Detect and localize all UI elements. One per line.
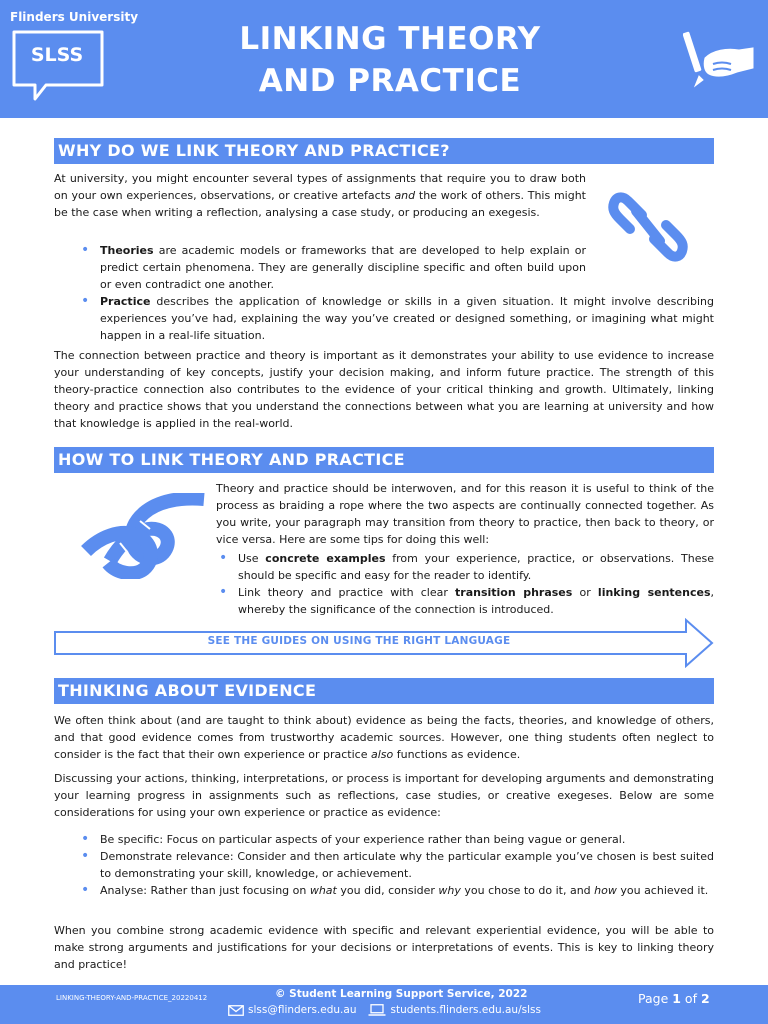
footer-website-link[interactable]: students.flinders.edu.au/slss [390,1004,541,1016]
section2-intro: Theory and practice should be interwoven, and for this reason it is useful to think of the process as braiding a rope where the two aspects are continually connected together. As you write, your paragraph may transition from theory to practice, then back to theory, or vice versa. Here are some tips for doing this well: [216,482,714,546]
bullet-analyse [78,882,714,899]
logo-text: SLSS [30,44,84,66]
intro-text-2: the work of others. This might be the case when writing a reflection, analysing a case study, or producing an exegesis. [54,189,586,219]
section3-bullet-list [78,831,714,899]
bullet1-c: from your experience, practice, or observations. These should be specific and easy for the reader to identify. [238,552,714,582]
bullet2-e: , whereby the significance of the connection is introduced. [238,586,715,616]
section2-bullet-list [216,550,714,618]
intro-and: and [394,189,416,202]
section3-paragraph-1 [54,712,714,763]
section1-intro [54,170,586,221]
bullet-be-specific: • Be specific: Focus on particular aspects of your experience rather than being vague or general. [78,831,714,848]
page-indicator [638,991,710,1006]
footer-email-link[interactable]: slss@flinders.edu.au [248,1004,357,1016]
rope-knot-icon [80,493,206,579]
section1-bullet-list-2 [78,293,714,344]
language-guides-link-text[interactable]: SEE THE GUIDES ON USING THE RIGHT LANGUAGE [207,635,511,647]
slss-speech-bubble-logo [10,29,110,103]
intro-text-1: At university, you might encounter several types of assignments that require you to draw both on your own experiences, observations, or creative artefacts [54,172,586,202]
bullet2-c: or [572,586,598,599]
university-name: Flinders University [10,10,139,24]
page-current: 1 [672,991,681,1006]
bullet3-b: you did, consider [336,884,439,897]
section-heading-why: WHY DO WE LINK THEORY AND PRACTICE? [54,138,714,164]
term-theories: Theories [100,244,154,257]
section-heading-evidence: THINKING ABOUT EVIDENCE [54,678,714,704]
page-title [180,18,600,102]
bullet3-a: Analyse: Rather than just focusing on [100,884,310,897]
bullet2-linking-sentences: linking sentences [597,586,711,599]
footer-contact [228,1004,541,1016]
page-footer [0,985,768,1024]
bullet1-concrete-examples: concrete examples [265,552,386,565]
page-label: Page [638,991,673,1006]
chain-link-icon [608,185,688,269]
para1-b: functions as evidence. [393,748,521,761]
bullet2-a: Link theory and practice with clear [238,586,456,599]
bullet2-transition-phrases: transition phrases [455,586,573,599]
bullet-theories [78,242,586,293]
section1-paragraph-2: The connection between practice and theory is important as it demonstrates your ability to use evidence to increase your understanding of key concepts, justify your decision making, and inform future practice. The strength of this theory-practice connection also contributes to the evidence of your critical thinking and growth. Ultimately, linking theory and practice shows that you understand the connections between what you are learning at university and how that knowledge is applied in the real-world. [54,349,714,430]
term-practice: Practice [100,295,151,308]
para1-a: We often think about (and are taught to think about) evidence as being the facts, theories, and knowledge of others, and that good evidence comes from trustworthy academic sources. However, one thing students often neglect to consider is the fact that their own experience or practice [54,714,714,761]
document-code: LINKING-THEORY-AND-PRACTICE_20220412 [56,994,208,1002]
laptop-icon [368,1004,386,1016]
practice-text: describes the application of knowledge or skills in a given situation. It might involve describing experiences you’ve had, explaining the way you’ve created or designed something, or imagining what might happen in a real-life situation. [100,295,714,342]
bullet-practice [78,293,714,344]
bullet3-how: how [594,884,617,897]
section-heading-how: HOW TO LINK THEORY AND PRACTICE [54,447,714,473]
bullet-demonstrate-relevance: • Demonstrate relevance: Consider and then articulate why the particular example you’ve chosen is best suited to demonstrating your skill, knowledge, or achievement. [78,848,714,882]
page-header [0,0,768,118]
section3-paragraph-3: When you combine strong academic evidence with specific and relevant experiential evidence, you will be able to make strong arguments and justifications for your decisions or interpretations of events. This is key to linking theory and practice! [54,924,714,971]
bullet3-why: why [438,884,461,897]
page-of: of [680,991,701,1006]
section3-paragraph-2: Discussing your actions, thinking, interpretations, or process is important for developing arguments and demonstrating your learning progress in assignments such as reflections, case studies, or creative exegeses. Below are some considerations for using your own experience or practice as evidence: [54,772,714,819]
title-line-2: AND PRACTICE [258,63,522,99]
title-line-1: LINKING THEORY [239,21,541,57]
bullet3-d: you achieved it. [616,884,709,897]
bullet-transition-phrases [216,584,714,618]
page-total: 2 [700,991,710,1006]
bullet3-c: you chose to do it, and [460,884,595,897]
bullet1-a: Use [238,552,266,565]
language-guides-arrow-link[interactable] [54,618,714,668]
hand-writing-icon [683,28,755,92]
section1-bullet-list [78,242,586,293]
para1-also: also [370,748,394,761]
envelope-icon [228,1005,244,1016]
theories-text: are academic models or frameworks that are developed to help explain or predict certain phenomena. They are generally discipline specific and often build upon or even contradict one another. [100,244,586,291]
bullet3-what: what [309,884,337,897]
copyright-text: © Student Learning Support Service, 2022 [275,988,528,1000]
bullet-concrete-examples [216,550,714,584]
